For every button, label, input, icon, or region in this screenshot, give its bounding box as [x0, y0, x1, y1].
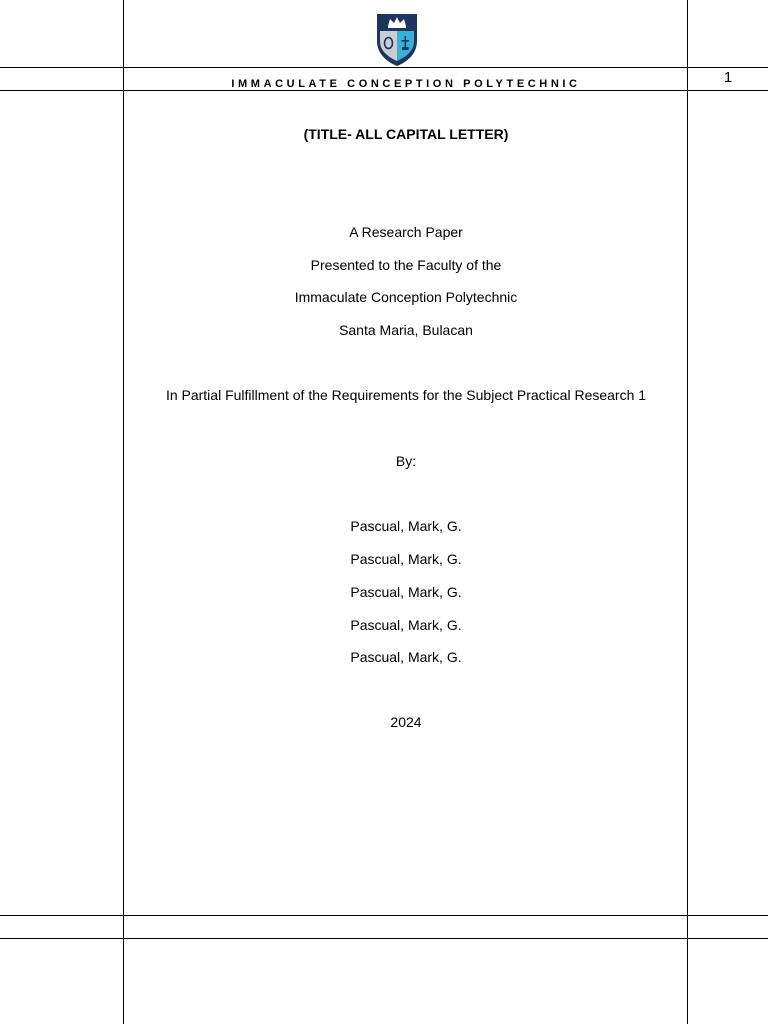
publication-year: 2024 [390, 714, 422, 730]
paper-type: A Research Paper [349, 224, 463, 240]
footer-top-line [0, 915, 768, 916]
by-label: By: [395, 453, 417, 469]
footer-bottom-line [0, 938, 768, 939]
author-name: Pascual, Mark, G. [350, 649, 462, 665]
author-name: Pascual, Mark, G. [350, 584, 462, 600]
page-number: 1 [723, 69, 733, 86]
author-name: Pascual, Mark, G. [350, 551, 462, 567]
left-margin-line [123, 0, 124, 1024]
school-name-header: IMMACULATE CONCEPTION POLYTECHNIC [231, 78, 581, 90]
school-crest-icon [373, 11, 421, 67]
right-margin-line [687, 0, 688, 1024]
institution-name: Immaculate Conception Polytechnic [294, 289, 518, 305]
author-name: Pascual, Mark, G. [350, 617, 462, 633]
institution-location: Santa Maria, Bulacan [339, 322, 473, 338]
presented-to: Presented to the Faculty of the [310, 257, 502, 273]
paper-title: (TITLE- ALL CAPITAL LETTER) [303, 126, 509, 142]
fulfillment-statement: In Partial Fulfillment of the Requirements for the Subject Practical Research 1 [165, 387, 647, 403]
author-name: Pascual, Mark, G. [350, 518, 462, 534]
header-top-line [0, 67, 768, 68]
